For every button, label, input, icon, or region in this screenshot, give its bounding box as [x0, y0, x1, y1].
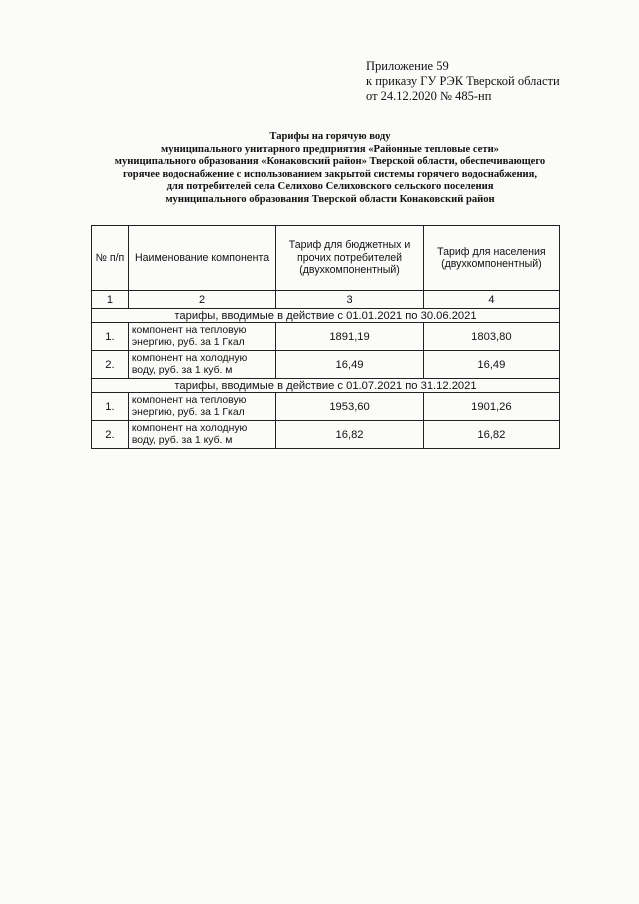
period-label: тарифы, вводимые в действие с 01.01.2021 по 30.06.2021 [92, 309, 560, 323]
column-number: 2 [128, 291, 275, 309]
table-row [92, 421, 560, 449]
column-number: 1 [92, 291, 129, 309]
row-component: компонент на холодную воду, руб. за 1 куб. м [128, 351, 275, 379]
title-line: Тарифы на горячую воду [269, 131, 391, 142]
column-number-row [92, 291, 560, 309]
period-label: тарифы, вводимые в действие с 01.07.2021 по 31.12.2021 [92, 379, 560, 393]
row-budget-value: 16,82 [276, 421, 423, 449]
title-line: муниципального образования «Конаковский район» Тверской области, обеспечивающего [114, 156, 546, 168]
document-title [70, 131, 590, 207]
header-name: Наименование компонента [128, 226, 275, 291]
row-index: 2. [92, 421, 129, 449]
title-line: муниципального унитарного предприятия «Районные тепловые сети» [161, 143, 499, 155]
row-index: 2. [92, 351, 129, 379]
row-component: компонент на тепловую энергию, руб. за 1 Гкал [128, 323, 275, 351]
row-component: компонент на холодную воду, руб. за 1 куб. м [128, 421, 275, 449]
table-header-row [92, 226, 560, 291]
column-number: 3 [276, 291, 423, 309]
row-component: компонент на тепловую энергию, руб. за 1 Гкал [128, 393, 275, 421]
title-line: муниципального образования Тверской области Конаковский район [165, 193, 495, 205]
tariff-table [91, 225, 560, 449]
row-population-value: 16,49 [423, 351, 559, 379]
title-line: для потребителей села Селихово Селиховского сельского поселения [166, 181, 494, 193]
appendix-line-1: Приложение 59 [366, 59, 449, 73]
row-budget-value: 1891,19 [276, 323, 423, 351]
appendix-line-3: от 24.12.2020 № 485-нп [366, 89, 492, 103]
column-number: 4 [423, 291, 559, 309]
period-row [92, 379, 560, 393]
period-row [92, 309, 560, 323]
appendix-line-2: к приказу ГУ РЭК Тверской области [366, 74, 560, 88]
header-population: Тариф для населения (двухкомпонентный) [423, 226, 559, 291]
appendix-reference [366, 59, 560, 104]
table-row [92, 393, 560, 421]
row-population-value: 1803,80 [423, 323, 559, 351]
table-row [92, 323, 560, 351]
table-row [92, 351, 560, 379]
row-index: 1. [92, 323, 129, 351]
row-index: 1. [92, 393, 129, 421]
header-budget: Тариф для бюджетных и прочих потребителей (двухкомпонентный) [276, 226, 423, 291]
title-line: горячее водоснабжение с использованием закрытой системы горячего водоснабжения, [122, 168, 538, 180]
row-budget-value: 16,49 [276, 351, 423, 379]
row-population-value: 16,82 [423, 421, 559, 449]
row-budget-value: 1953,60 [276, 393, 423, 421]
header-num: № п/п [92, 226, 129, 291]
row-population-value: 1901,26 [423, 393, 559, 421]
